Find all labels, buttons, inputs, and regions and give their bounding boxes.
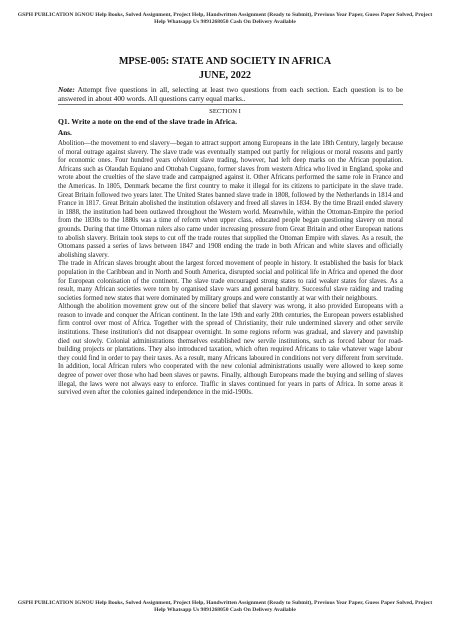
answer-paragraph: Abolition—the movement to end slavery—began to attract support among Europeans in the late 18th Century, largely because of moral outrage against slavery. The slave trade was eventually stamped out partly for religious or moral reasons and partly for economic ones. Four hundred years ofviolent slave trading, however, had left deep marks on the African population. Africans such as Olaudah Equiano and Ottobah Cugoano, former slaves from western Africa who lived in England, spoke and wrote about the cruelties of the slave trade and campaigned against it. Other Africans performed the same role in France and the Americas. In 1805, Denmark became the first country to make it illegal for its citizens to participate in the slave trade. Great Britain followed two years later. The United States banned slave trade in 1808, followed by the Netherlands in 1814 and France in 1817. Great Britain abolished the institution ofslavery and freed all slaves in 1834. By the time Brazil ended slavery in 1888, the institution had been outlawed throughout the Western world. Meanwhile, within the Ottoman-Empire the period from the 1830s to the 1880s was a time of reform when upper class, educated people began questioning slavery on moral grounds. During that time Ottoman rulers also came under increasing pressure from Great Britain and other European nations to abolish slavery. Britain took steps to cut off the trade routes that supplied the Ottoman Empire with slaves. As a result, the Ottomans passed a series of laws between 1847 and 1908 ending the trade in both African and white slaves and officially abolishing slavery. <box>58 140 403 259</box>
note-label: Note: <box>58 85 75 94</box>
answer-paragraph: Although the abolition movement grew out of the sincere belief that slavery was wrong, it also provided Europeans with a reason to invade and conquer the African continent. In the late 19th and early 20th centuries, the European powers established firm control over most of Africa. Together with the spread of Christianity, their rule undermined slavery and other servile institutions. These institution's did not disappear overnight. In some regions reform was gradual, and slavery and pawnship died out slowly. Colonial administrations themselves established new servile institutions, such as forced labour for road-building projects or plantations. They also introduced taxation, which often required Africans to take whatever wage labour they could find in order to pay their taxes. As a result, many Africans laboured in conditions not very different from servitude. In addition, local African rulers who cooperated with the new colonial administrations usually were allowed to keep some degree of power over those who had been slaves or pawns. Finally, although Europeans made the buying and selling of slaves illegal, the laws were not always easy to enforce. Traffic in slaves continued for years in parts of Africa. In some areas it survived even after the colonies gained independence in the mid-1900s. <box>58 303 403 397</box>
section-heading: SECTION I <box>209 108 241 115</box>
paper-title: MPSE-005: STATE AND SOCIETY IN AFRICA <box>118 56 332 67</box>
instructions-note <box>58 85 403 105</box>
publisher-header-banner: GSPH PUBLICATION IGNOU Help Books, Solved Assignment, Project Help, Handwritten Assignment (Ready to Submit), Previous Year Paper, Guess Paper Solved, Project Help Whatsapp Us 9891268050 Cash On Delivery Available <box>17 12 433 25</box>
answer-label: Ans. <box>58 129 72 137</box>
question-heading: Q1. Write a note on the end of the slave trade in Africa. <box>58 117 237 126</box>
paper-session: JUNE, 2022 <box>198 70 252 81</box>
publisher-footer-banner: GSPH PUBLICATION IGNOU Help Books, Solved Assignment, Project Help, Handwritten Assignment (Ready to Submit), Previous Year Paper, Guess Paper Solved, Project Help Whatsapp Us 9891268050 Cash On Delivery Available <box>17 600 433 613</box>
note-text: Attempt five questions in all, selecting at least two questions from each section. Each question is to be answered in about 400 words. All questions carry equal marks.. <box>58 85 403 103</box>
answer-paragraph: The trade in African slaves brought about the largest forced movement of people in history. It established the basis for black population in the Caribbean and in North and South America, disrupted social and political life in Africa and opened the door for European colonisation of the continent. The slave trade encouraged strong states to raid weaker states for slaves. As a result, many African societies were torn by organised slave wars and general banditry. Successful slave raiding and trading societies formed new states that were dominated by military groups and were constantly at war with their neighbours. <box>58 260 403 302</box>
answer-body <box>58 140 403 595</box>
